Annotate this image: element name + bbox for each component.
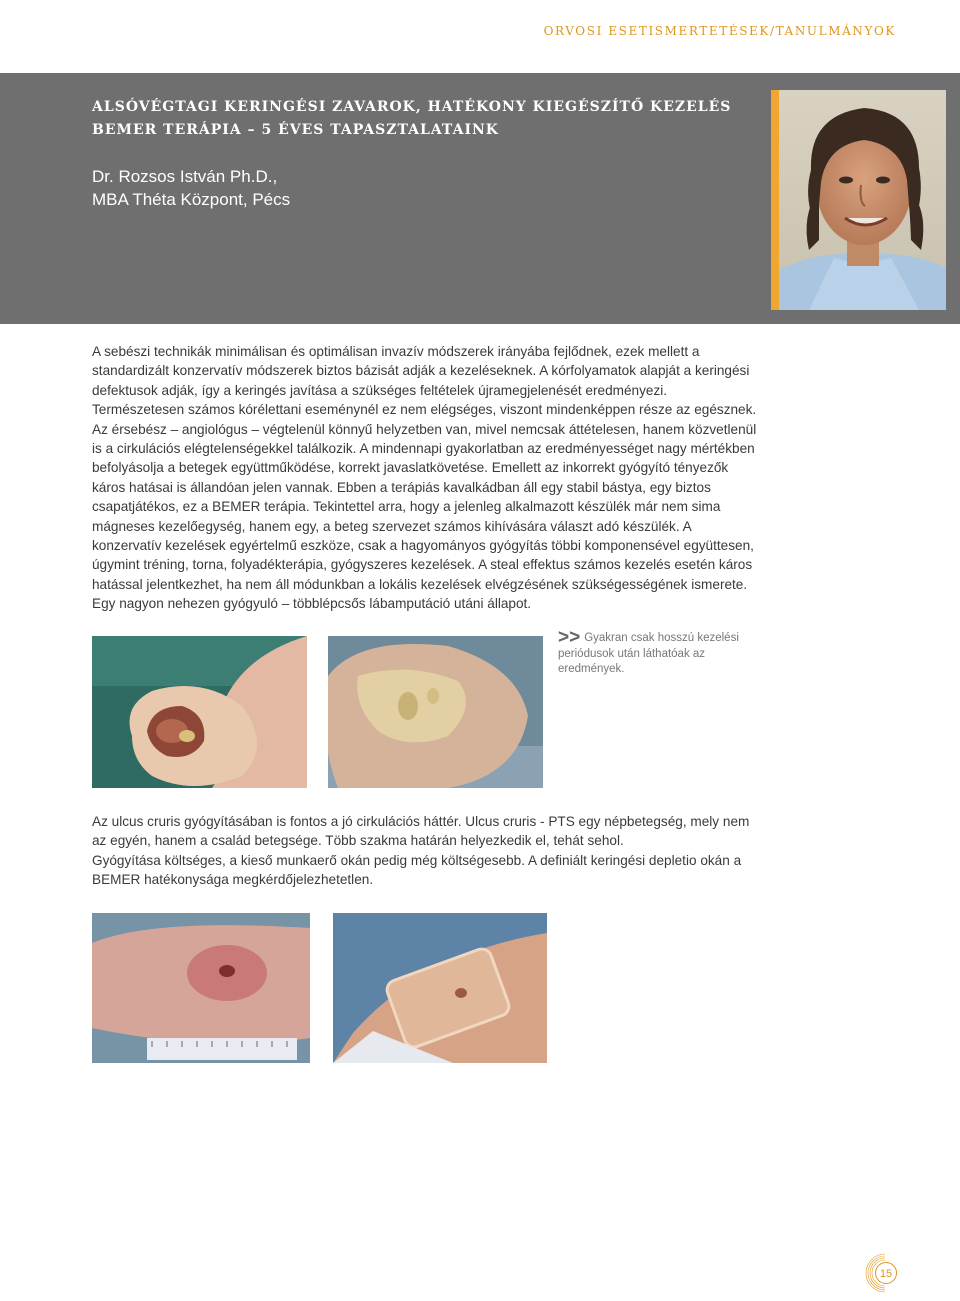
author-affiliation: MBA Théta Központ, Pécs xyxy=(92,190,291,209)
photo-leg-ulcer-before xyxy=(92,913,310,1063)
ulcus-text-2: Gyógyítása költséges, a kieső munkaerő okán pedig még költségesebb. A definiált keringési depletio okán a BEMER hatékonysága megkérdőjelezhetetlen. xyxy=(92,852,742,888)
intro-text: A sebészi technikák minimálisan és optimálisan invazív módszerek irányába fejlődnek, ezek mellett a standardizált konzervatív módszerek biztos bázisát adják a kezeléseknek. A kórfolyamatok alapját a keringési defektusok adják, így a keringés javítása a szükséges feltételek újramegjelenését eredményezi. Természetesen számos kórélettani eseménynél ez nem elégséges, viszont mindenképpen része az egésznek. Az érsebész – angiológus – végtelenül könnyű helyzetben van, mivel nemcsak áttételesen, hanem közvetlenül is a cirkulációs elégtelenségekkel találkozik. A mindennapi gyakorlatban az eredményességet nagy mértékben befolyásolja a betegek együttműködése, korrekt javaslatkövetése. Emellett az inkorrekt gyógyító tényezők káros hatásai is állandóan jelen vannak. Ebben a terápiás kavalkádban áll egy stabil bástya, egy biztos csapatjátékos, ez a BEMER terápia. Tekintettel arra, hogy a jelenleg alkalmazott készülék már nem sima mágneses kezelőegység, hanem egy, a beteg szervezet számos kihívására választ adó készülék. A konzervatív kezelések egyértelmű eszköze, csak a hagyományos gyógyítás többi komponensével együttesen, úgymint tréning, torna, folyadékterápia, gyógyszeres kezelések. A steal effektus számos kezelés esetén káros hatással jelentkezhet, ha nem áll módunkban a lokális kezelések elvégzésének szükségességének ismerete. Egy nagyon nehezen gyógyuló – többlépcsős lábamputáció utáni állapot. xyxy=(92,344,757,612)
author-portrait-photo xyxy=(779,90,946,310)
photo-foot-after xyxy=(328,636,543,788)
running-head: ORVOSI ESETISMERTETÉSEK/TANULMÁNYOK xyxy=(543,24,896,38)
page-number: 15 xyxy=(875,1262,897,1284)
caption-arrows: >> xyxy=(558,627,581,648)
article-title-line-1: ALSÓVÉGTAGI KERINGÉSI ZAVAROK, HATÉKONY KIEGÉSZÍTŐ KEZELÉS xyxy=(92,99,732,115)
intro-paragraph xyxy=(92,342,760,614)
ulcus-text-1: Az ulcus cruris gyógyításában is fontos a jó cirkulációs háttér. Ulcus cruris - PTS egy népbetegség, mely nem az egyén, hanem a család betegsége. Több szakma határán helyezkedik el, tehát sehol. xyxy=(92,814,750,849)
photo-caption xyxy=(558,627,758,678)
article-title-line-2: BEMER TERÁPIA – 5 ÉVES TAPASZTALATAINK xyxy=(92,122,499,138)
photo-leg-ulcer-after xyxy=(333,913,547,1063)
author-name: Dr. Rozsos István Ph.D., xyxy=(92,167,278,186)
photo-foot-before xyxy=(92,636,307,788)
ulcus-paragraph xyxy=(92,812,760,890)
caption-text: Gyakran csak hosszú kezelési periódusok után láthatóak az eredmények. xyxy=(558,632,739,675)
